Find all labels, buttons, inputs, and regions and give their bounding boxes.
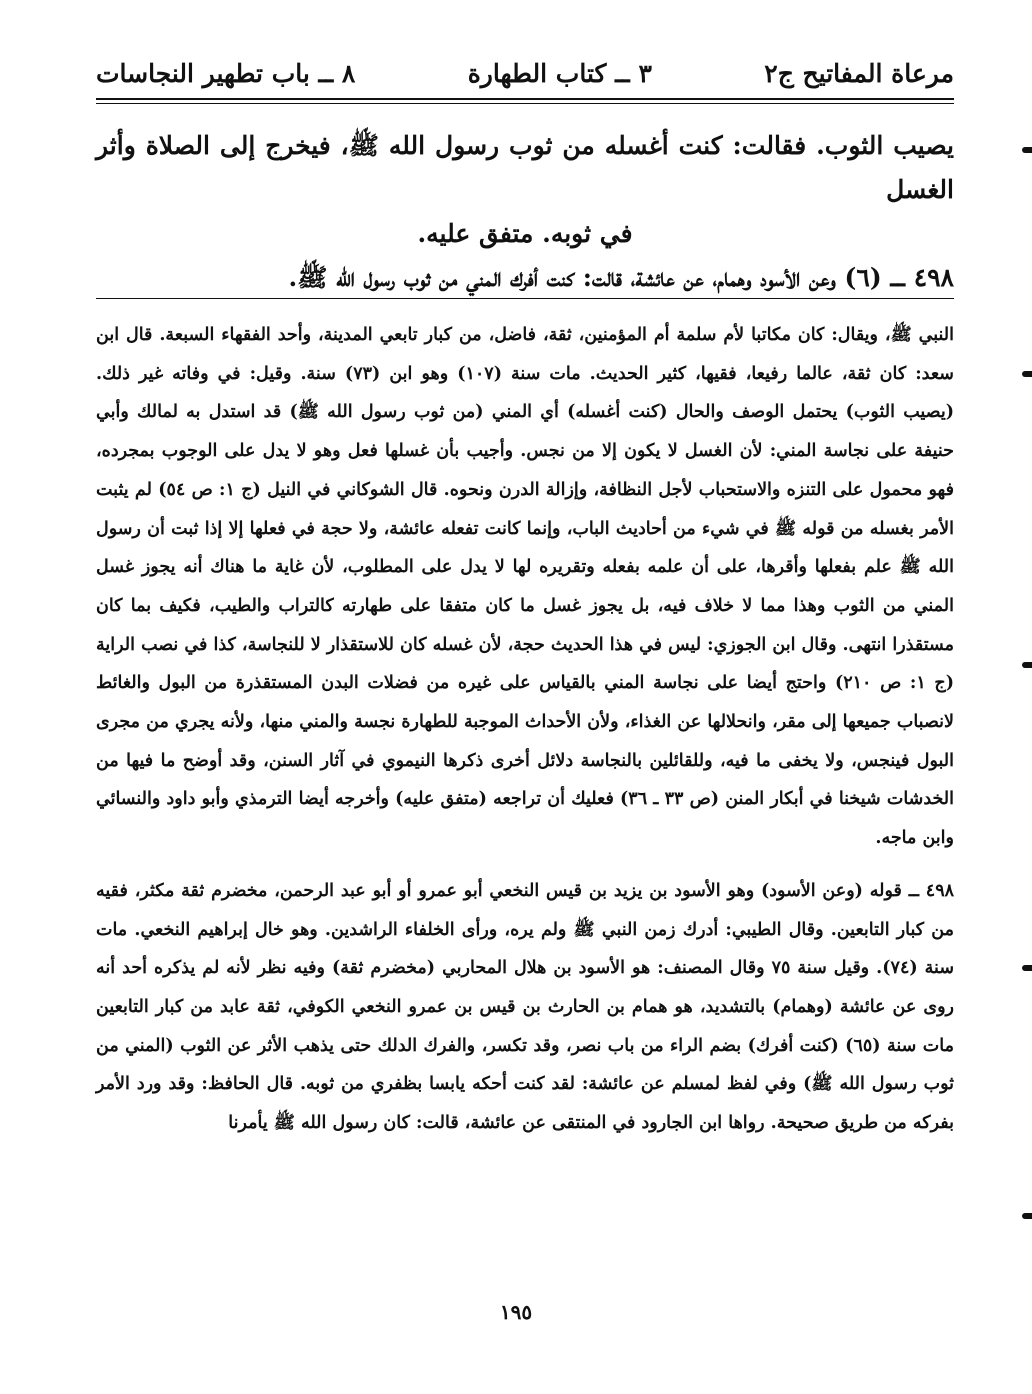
commentary-paragraph: ٤٩٨ ــ قوله (وعن الأسود) وهو الأسود بن يزيد بن قيس النخعي أبو عمرو أو أبو عبد الرحمن، مخضرم ثقة مكثر، فقيه من كبار التابعين. وقال الطيبي: أدرك زمن النبي ﷺ ولم يره، ورأى الخلفاء الراشدين. وهو خال إبراهيم النخعي. مات سنة (٧٤). وقيل سنة ٧٥ وقال المصنف: هو الأسود بن هلال المحاربي (مخضرم ثقة) وفيه نظر لأنه لم يذكره أحد أنه روى عن عائشة (وهمام) بالتشديد، هو همام بن الحارث بن قيس بن عمرو النخعي الكوفي، ثقة عابد من كبار التابعين مات سنة (٦٥) (كنت أفرك) بضم الراء من باب نصر، وقد تكسر، والفرك الدلك حتى يذهب الأثر عن الثوب (المني من ثوب رسول الله ﷺ) وفي لفظ لمسلم عن عائشة: لقد كنت أحكه يابسا بظفري من ثوبه. قال الحافظ: وقد ورد الأمر بفركه من طريق صحيحة. رواها ابن الجارود في المنتقى عن عائشة، قالت: كان رسول الله ﷺ يأمرنا [96,880,955,1134]
hadith-line: ٤٩٨ ــ (٦) وعن الأسود وهمام، عن عائشة، قالت: كنت أفرك المني من ثوب رسول الله ﷺ. [288,263,954,292]
header-rule [96,98,954,100]
margin-mark [1022,1213,1032,1219]
header-section-title: ٨ ــ باب تطهير النجاسات [96,58,356,88]
margin-mark [1022,371,1032,377]
page-number: ١٩٥ [499,1300,533,1324]
margin-mark [1022,965,1032,971]
hadith-line: في ثوبه. متفق عليه. [417,219,633,248]
margin-mark [1022,147,1032,153]
paragraph-gap [96,858,954,872]
header-chapter-title: ٣ ــ كتاب الطهارة [467,58,652,88]
header-book-title: مرعاة المفاتيح ج٢ [764,58,954,88]
commentary-text [96,316,954,1143]
running-header [96,50,954,96]
margin-mark [1022,662,1032,668]
header-rule-thin [96,103,954,104]
hadith-line: يصيب الثوب. فقالت: كنت أغسله من ثوب رسول الله ﷺ، فيخرج إلى الصلاة وأثر الغسل [96,131,954,204]
hadith-text [96,124,954,300]
commentary-paragraph: النبي ﷺ، ويقال: كان مكاتبا لأم سلمة أم المؤمنين، ثقة، فاضل، من كبار تابعي المدينة، وأحد الفقهاء السبعة. قال ابن سعد: كان ثقة، عالما رفيعا، فقيها، كثير الحديث. مات سنة (١٠٧) وهو ابن (٧٣) سنة. وقيل: في وفاته غير ذلك. (يصيب الثوب) يحتمل الوصف والحال (كنت أغسله) أي المني (من ثوب رسول الله ﷺ) قد استدل به لمالك وأبي حنيفة على نجاسة المني: لأن الغسل لا يكون إلا من نجس. وأجيب بأن غسلها فعل وهو لا يدل على الوجوب بمجرده، فهو محمول على التنزه والاستحباب لأجل النظافة، وإزالة الدرن ونحوه. قال الشوكاني في النيل (ج ١: ص ٥٤) لم يثبت الأمر بغسله من قوله ﷺ في شيء من أحاديث الباب، وإنما كانت تفعله عائشة، ولا حجة في فعلها إلا إذا ثبت أن رسول الله ﷺ علم بفعلها وأقرها، على أن علمه بفعله وتقريره لها لا يدل على المطلوب، لأن غاية ما هناك أنه يجوز غسل المني من الثوب وهذا مما لا خلاف فيه، بل يجوز غسل ما كان متفقا على طهارته كالتراب والطيب، فكيف بما كان مستقذرا انتهى. وقال ابن الجوزي: ليس في هذا الحديث حجة، لأن غسله كان للاستقذار لا للنجاسة، كذا في نصب الراية (ج ١: ص ٢١٠) واحتج أيضا على نجاسة المني بالقياس على غيره من فضلات البدن المستقذرة من البول والغائط لانصباب جميعها إلى مقر، وانحلالها عن الغذاء، ولأن الأحداث الموجبة للطهارة نجسة والمني منها، ولأنه يجري من مجرى البول فينجس، ولا يخفى ما فيه، وللقائلين بالنجاسة دلائل أخرى ذكرها النيموي في آثار السنن، وقد أوضح ما فيها من الخدشات شيخنا في أبكار المنن (ص ٣٣ ـ ٣٦) فعليك أن تراجعه (متفق عليه) وأخرجه أيضا الترمذي وأبو داود والنسائي وابن ماجه. [96,325,955,849]
commentary-divider [96,298,954,299]
